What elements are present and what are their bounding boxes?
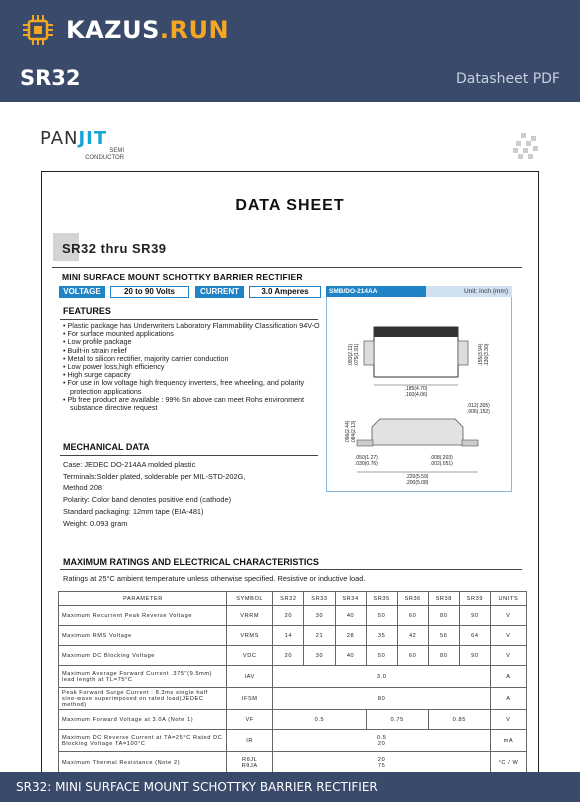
- column-header: SR35: [366, 592, 397, 606]
- table-cell: 20: [273, 646, 304, 666]
- features-title: FEATURES: [63, 306, 111, 316]
- dim-side-height-min: .084(2.13): [351, 420, 357, 444]
- dim-lead-min: .075(1.91): [354, 343, 360, 367]
- data-sheet-heading: DATA SHEET: [235, 197, 345, 214]
- dim-foot-min: .030(0.76): [355, 461, 378, 467]
- table-cell: VRRM: [227, 606, 273, 626]
- datasheet-page: [41, 171, 539, 781]
- column-header: SR38: [428, 592, 459, 606]
- divider: [60, 319, 318, 320]
- table-cell: 90: [459, 646, 490, 666]
- table-cell: 0.5: [273, 710, 366, 730]
- list-item: Case: JEDEC DO-214AA molded plastic: [63, 460, 196, 469]
- table-cell: 35: [366, 626, 397, 646]
- table-cell: V: [490, 710, 526, 730]
- table-cell: 30: [304, 606, 335, 626]
- column-header: PARAMETER: [59, 592, 227, 606]
- table-cell: 80: [273, 688, 491, 710]
- table-cell: IAV: [227, 666, 273, 688]
- table-cell: RθJL RθJA: [227, 752, 273, 774]
- list-item: Terminals:Solder plated, solderable per MIL-STD-202G,: [63, 471, 246, 481]
- table-cell: 40: [335, 646, 366, 666]
- table-row: [59, 730, 527, 752]
- column-header: SR34: [335, 592, 366, 606]
- table-cell: Maximum DC Blocking Voltage: [59, 646, 227, 666]
- voltage-value: 20 to 90 Volts: [110, 286, 189, 298]
- divider: [52, 267, 522, 268]
- table-header-row: [59, 592, 527, 606]
- table-row: [59, 666, 527, 688]
- table-cell: 30: [304, 646, 335, 666]
- table-cell: 50: [366, 606, 397, 626]
- table-cell: VDC: [227, 646, 273, 666]
- table-cell: 42: [397, 626, 428, 646]
- table-cell: 80: [428, 646, 459, 666]
- table-cell: Maximum Recurrent Peak Reverse Voltage: [59, 606, 227, 626]
- dim-height-min: .130(3.30): [484, 343, 490, 367]
- list-item: • Plastic package has Underwriters Laboratory Flammability Classification 94V-O: [63, 322, 323, 330]
- table-cell: V: [490, 606, 526, 626]
- column-header: SR39: [459, 592, 490, 606]
- table-cell: VF: [227, 710, 273, 730]
- table-row: [59, 688, 527, 710]
- column-header: SR36: [397, 592, 428, 606]
- datasheet-pdf-link[interactable]: Datasheet PDF: [455, 71, 560, 87]
- table-row: [59, 606, 527, 626]
- column-header: SR33: [304, 592, 335, 606]
- table-cell: Maximum RMS Voltage: [59, 626, 227, 646]
- site-header: [0, 0, 580, 102]
- table-cell: 0.85: [428, 710, 490, 730]
- table-row: [59, 646, 527, 666]
- table-cell: 0.5 20: [273, 730, 491, 752]
- list-item: • Metal to silicon rectifier, majority carrier conduction: [63, 355, 323, 363]
- table-row: [59, 626, 527, 646]
- table-row: [59, 752, 527, 774]
- column-header: UNITS: [490, 592, 526, 606]
- list-item: Polarity: Color band denotes positive end (cathode): [63, 495, 232, 505]
- table-cell: A: [490, 666, 526, 688]
- table-cell: V: [490, 626, 526, 646]
- table-cell: Peak Forward Surge Current : 8.3ms single half sine-wave superimposed on rated load(JEDEC method): [59, 688, 227, 710]
- dim-side-height: .096(2.44): [345, 420, 351, 444]
- table-cell: VRMS: [227, 626, 273, 646]
- current-value: 3.0 Amperes: [249, 286, 321, 298]
- list-item: • Built-in strain relief: [63, 347, 323, 355]
- table-cell: 80: [428, 606, 459, 626]
- panjit-logo: PANJIT SEMI CONDUCTOR: [40, 128, 124, 161]
- part-range-title: SR32 thru SR39: [62, 241, 167, 256]
- ratings-title: MAXIMUM RATINGS AND ELECTRICAL CHARACTERISTICS: [63, 557, 319, 567]
- table-cell: IFSM: [227, 688, 273, 710]
- footer-caption: SR32: MINI SURFACE MOUNT SCHOTTKY BARRIER RECTIFIER: [0, 772, 580, 802]
- table-cell: Maximum Forward Voltage at 3.0A (Note 1): [59, 710, 227, 730]
- table-cell: 3.0: [273, 666, 491, 688]
- divider: [60, 455, 318, 456]
- product-subtitle: MINI SURFACE MOUNT SCHOTTKY BARRIER RECTIFIER: [62, 272, 303, 282]
- table-cell: A: [490, 688, 526, 710]
- dim-length: .220(5.59): [405, 474, 429, 480]
- list-item: Weight: 0.093 gram: [63, 518, 128, 528]
- dim-length-min: .200(5.08): [405, 480, 429, 486]
- dim-offset-min: .002(.051): [430, 461, 453, 467]
- table-cell: mA: [490, 730, 526, 752]
- table-cell: IR: [227, 730, 273, 752]
- list-item: • For surface mounted applications: [63, 330, 323, 338]
- page-title: SR32: [20, 66, 81, 90]
- dim-offset: .008(.203): [430, 455, 453, 461]
- list-item: Standard packaging: 12mm tape (EIA-481): [63, 506, 204, 516]
- list-item: • For use in low voltage high frequency inverters, free wheeling, and polarity protection applications: [63, 379, 323, 395]
- table-cell: 64: [459, 626, 490, 646]
- table-cell: 20: [273, 606, 304, 626]
- table-cell: 40: [335, 606, 366, 626]
- table-cell: 56: [428, 626, 459, 646]
- features-list: [63, 322, 323, 412]
- table-cell: 60: [397, 646, 428, 666]
- table-cell: 0.75: [366, 710, 428, 730]
- table-cell: 90: [459, 606, 490, 626]
- table-cell: 50: [366, 646, 397, 666]
- column-header: SR32: [273, 592, 304, 606]
- dim-width: .185(4.70): [404, 386, 428, 392]
- chip-icon: [22, 14, 54, 46]
- unit-label: Unit: inch (mm): [426, 286, 512, 297]
- divider: [60, 569, 522, 570]
- table-cell: 60: [397, 606, 428, 626]
- list-item: • High surge capacity: [63, 371, 323, 379]
- table-cell: Maximum Average Forward Current .375"(9.5mm) lead length at TL=75°C: [59, 666, 227, 688]
- table-cell: 20 75: [273, 752, 491, 774]
- table-cell: 14: [273, 626, 304, 646]
- current-label: CURRENT: [195, 286, 244, 298]
- table-cell: °C / W: [490, 752, 526, 774]
- table-cell: Maximum Thermal Resistance (Note 2): [59, 752, 227, 774]
- package-outline-drawing: [327, 297, 511, 490]
- dim-lead: .083(2.11): [348, 343, 354, 367]
- brand-name: KAZUS.RUN: [66, 16, 230, 44]
- mechanical-title: MECHANICAL DATA: [63, 442, 150, 452]
- voltage-label: VOLTAGE: [59, 286, 105, 298]
- dim-height: .155(3.94): [478, 343, 484, 367]
- table-row: [59, 710, 527, 730]
- dim-width-min: .160(4.06): [404, 392, 428, 398]
- ratings-note: Ratings at 25°C ambient temperature unless otherwise specified. Resistive or inductive load.: [63, 574, 366, 583]
- dim-thickness-min: .006(.152): [467, 409, 490, 415]
- list-item: Method 208: [63, 483, 103, 493]
- list-item: • Pb free product are available : 99% Sn above can meet Rohs environment substance directive request: [63, 396, 323, 412]
- list-item: • Low power loss,high efficiency: [63, 363, 323, 371]
- site-logo[interactable]: [22, 12, 229, 48]
- mechanical-data: [63, 459, 323, 529]
- ratings-table: [58, 591, 527, 774]
- table-cell: 21: [304, 626, 335, 646]
- column-header: SYMBOL: [227, 592, 273, 606]
- package-header: SMB/DO-214AA Unit: inch (mm): [326, 286, 512, 297]
- pattern-icon: [513, 133, 539, 159]
- dim-foot: .050(1.27): [355, 455, 378, 461]
- table-cell: 28: [335, 626, 366, 646]
- list-item: • Low profile package: [63, 338, 323, 346]
- dim-thickness: .012(.305): [467, 403, 490, 409]
- table-cell: V: [490, 646, 526, 666]
- package-drawing-panel: [326, 297, 512, 492]
- table-cell: Maximum DC Reverse Current at TA=25°C Rated DC Blocking Voltage TA=100°C: [59, 730, 227, 752]
